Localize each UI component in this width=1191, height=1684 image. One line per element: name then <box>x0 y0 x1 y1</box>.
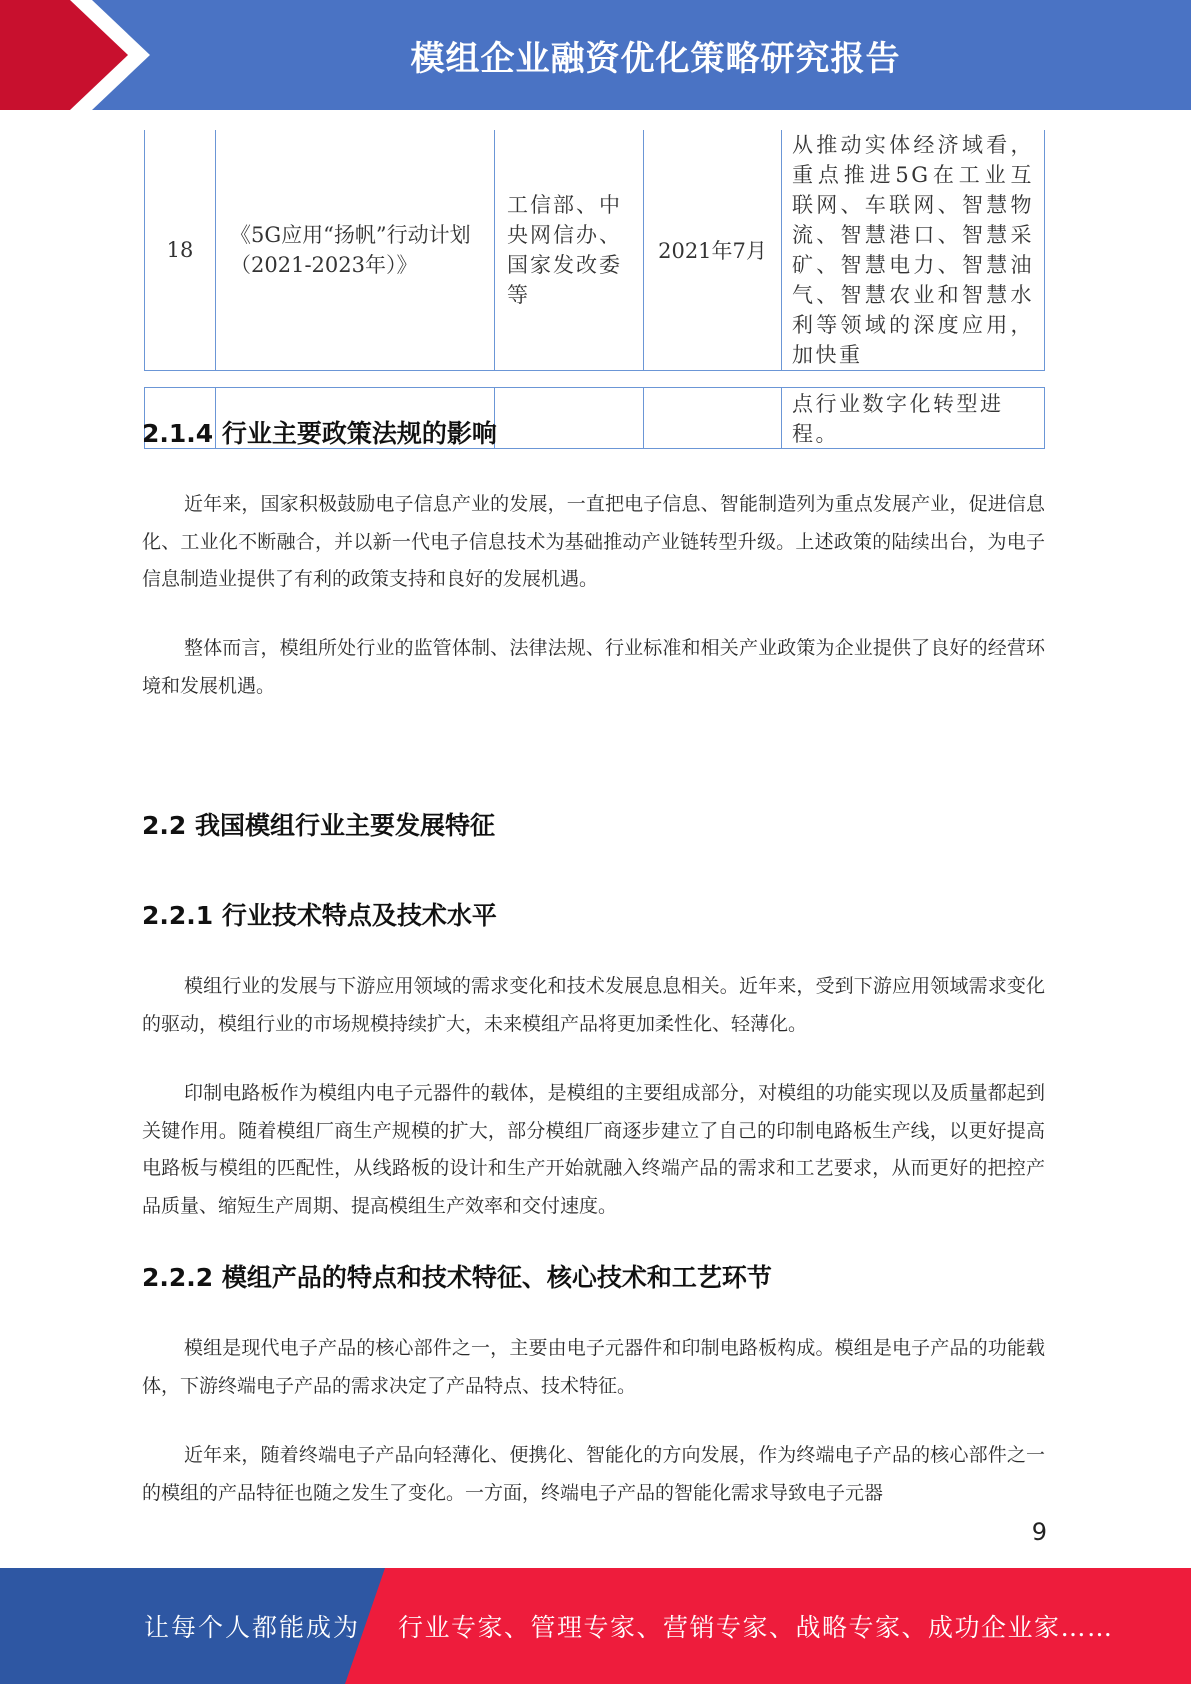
section-heading-2-2-2: 2.2.2 模组产品的特点和技术特征、核心技术和工艺环节 <box>142 1263 772 1292</box>
section-heading-2-2: 2.2 我国模组行业主要发展特征 <box>142 811 495 840</box>
report-title: 模组企业融资优化策略研究报告 <box>410 38 901 79</box>
cell-number: 18 <box>145 130 216 371</box>
paragraph: 近年来，国家积极鼓励电子信息产业的发展，一直把电子信息、智能制造列为重点发展产业，促进信息化、工业化不断融合，并以新一代电子信息技术为基础推动产业链转型升级。上述政策的陆续出台，为电子信息制造业提供了有利的政策支持和良好的发展机遇。 <box>142 493 1045 590</box>
cell-empty <box>495 388 644 449</box>
page-header <box>0 0 1191 110</box>
cell-empty <box>644 388 782 449</box>
paragraph: 整体而言，模组所处行业的监管体制、法律法规、行业标准和相关产业政策为企业提供了良好的经营环境和发展机遇。 <box>142 637 1045 697</box>
section-heading-2-2-1: 2.2.1 行业技术特点及技术水平 <box>142 901 497 930</box>
page-footer <box>0 1568 1191 1684</box>
header-arrow-decoration <box>0 0 160 110</box>
cell-policy-name: 《5G应用“扬帆”行动计划（2021-2023年）》 <box>216 130 495 371</box>
cell-date: 2021年7月 <box>644 130 782 371</box>
table-row <box>145 130 1045 371</box>
paragraph: 模组是现代电子产品的核心部件之一，主要由电子元器件和印制电路板构成。模组是电子产品的功能载体，下游终端电子产品的需求决定了产品特点、技术特征。 <box>142 1337 1045 1397</box>
footer-slogan-right: 行业专家、管理专家、营销专家、战略专家、成功企业家…… <box>398 1613 1114 1642</box>
policy-table <box>144 130 1045 449</box>
footer-slogan-left: 让每个人都能成为 <box>144 1613 361 1642</box>
paragraph: 模组行业的发展与下游应用领域的需求变化和技术发展息息相关。近年来，受到下游应用领域需求变化的驱动，模组行业的市场规模持续扩大，未来模组产品将更加柔性化、轻薄化。 <box>142 975 1045 1035</box>
cell-department: 工信部、中央网信办、国家发改委等 <box>495 130 644 371</box>
cell-description: 从推动实体经济域看，重点推进5G在工业互联网、车联网、智慧物流、智慧港口、智慧采矿、智慧电力、智慧油气、智慧农业和智慧水利等领域的深度应用，加快重 <box>782 130 1045 371</box>
table-spacer <box>145 371 1045 388</box>
page-number: 9 <box>1031 1518 1047 1546</box>
paragraph: 近年来，随着终端电子产品向轻薄化、便携化、智能化的方向发展，作为终端电子产品的核心部件之一的模组的产品特征也随之发生了变化。一方面，终端电子产品的智能化需求导致电子元器 <box>142 1444 1045 1504</box>
paragraph: 印制电路板作为模组内电子元器件的载体，是模组的主要组成部分，对模组的功能实现以及质量都起到关键作用。随着模组厂商生产规模的扩大，部分模组厂商逐步建立了自己的印制电路板生产线，以更好提高电路板与模组的匹配性，从线路板的设计和生产开始就融入终端产品的需求和工艺要求，从而更好的把控产品质量、缩短生产周期、提高模组生产效率和交付速度。 <box>142 1082 1045 1217</box>
section-heading-2-1-4: 2.1.4 行业主要政策法规的影响 <box>142 419 497 448</box>
cell-description-continued: 点行业数字化转型进程。 <box>782 388 1045 449</box>
